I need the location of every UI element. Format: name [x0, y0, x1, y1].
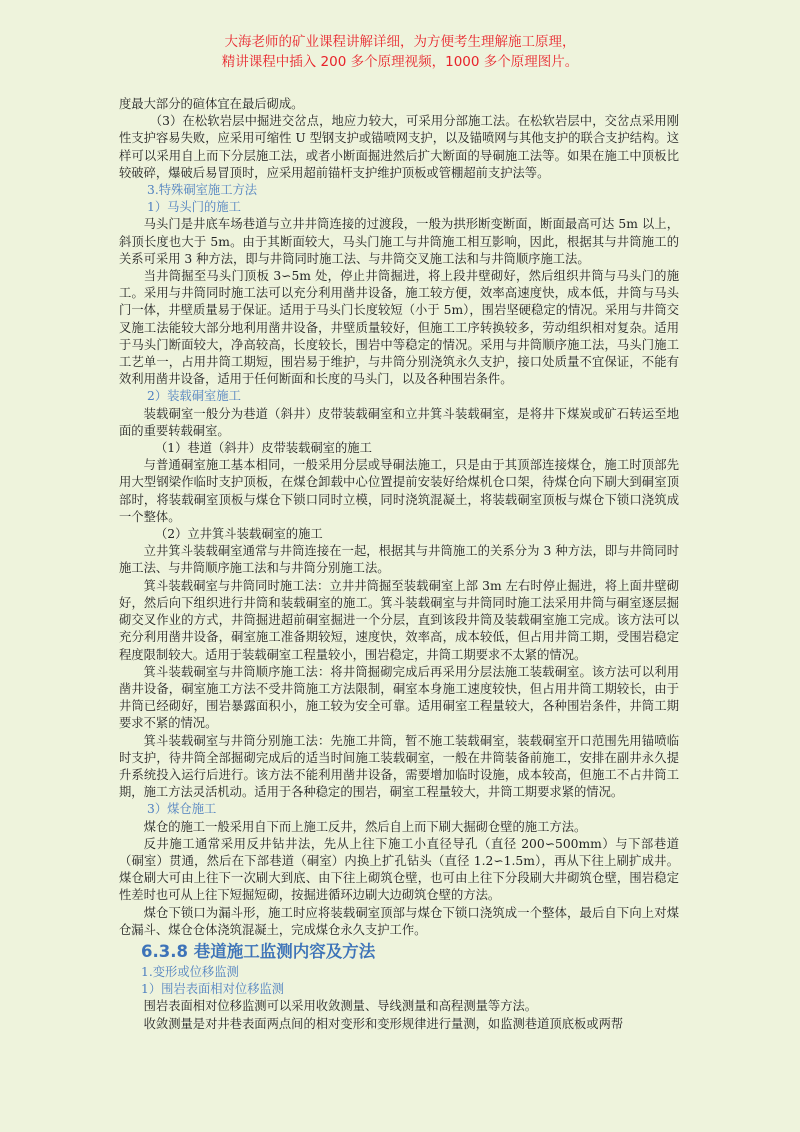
heading-coal-bunker: 3）煤仓施工 [147, 802, 217, 817]
paragraph: 度最大部分的碹体宜在最后砌成。 [119, 97, 304, 111]
paragraph: 煤仓的施工一般采用自下而上施工反井，然后自上而下刷大掘砌仓壁的施工方法。 [143, 819, 587, 834]
subheading-belt-loading: （1）巷道（斜井）皮带装载硐室的施工 [155, 441, 372, 456]
promo-banner [0, 32, 800, 72]
subheading-skip-loading: （2）立井箕斗装载硐室的施工 [155, 527, 323, 542]
paragraph: 收敛测量是对井巷表面两点间的相对变形和变形规律进行量测，如监测巷道顶底板或两帮 [143, 1016, 624, 1031]
heading-special-chambers: 3.特殊硐室施工方法 [147, 183, 258, 198]
paragraph: 装载硐室一般分为巷道（斜井）皮带装载硐室和立井箕斗装载硐室，是将井下煤炭或矿石转运至地面的重要转载硐室。 [119, 406, 679, 438]
paragraph: 反井施工通常采用反井钻井法，先从上往下施工小直径导孔（直径 200∽500mm）与下部巷道（硐室）贯通，然后在下部巷道（硐室）内换上扩孔钻头（直径 1.2∽1.5m），再从下往上刷扩成井。煤仓刷大可由上往下一次刷大到底、由下往上砌筑仓壁，也可由上往下分段刷大井砌筑仓壁，围岩稳定性差时也可从上往下短掘短砌，按掘进循环边刷大边砌筑仓壁的方法。 [119, 836, 679, 903]
section-title: 6.3.8 巷道施工监测内容及方法 [141, 941, 376, 961]
heading-surface-displacement: 1）围岩表面相对位移监测 [141, 982, 285, 997]
paragraph: 箕斗装载硐室与井筒分别施工法：先施工井筒，暂不施工装载硐室，装载硐室开口范围先用锚喷临时支护，待井筒全部掘砌完成后的适当时间施工装载硐室，一般在井筒装备前施工，安排在副井永久提升系统投入运行后进行。该方法不能利用凿井设备，需要增加临时设施，成本较高，但施工不占井筒工期，施工方法灵活机动。适用于各种稳定的围岩，硐室工程量较大，井筒工期要求紧的情况。 [119, 733, 679, 800]
paragraph: 围岩表面相对位移监测可以采用收敛测量、导线测量和高程测量等方法。 [143, 999, 538, 1014]
banner-line-1: 大海老师的矿业课程讲解详细，为方便考生理解施工原理， [224, 34, 576, 50]
body-text [119, 96, 679, 1033]
paragraph: 箕斗装载硐室与井筒同时施工法：立井井筒掘至装载硐室上部 3m 左右时停止掘进，将上面井壁砌好，然后向下组织进行井筒和装载硐室的施工。箕斗装载硐室与井筒同时施工法采用井筒与硐室逐层掘砌交叉作业的方式，井筒掘进超前硐室掘进一个分层，直到该段井筒及装载硐室施工完成。该方法可以充分利用凿井设备，硐室施工准备期较短，速度快，效率高，成本较低，但占用井筒工期，受围岩稳定程度限制较大。适用于装载硐室工程量较小，围岩稳定，井筒工期要求不太紧的情况。 [119, 578, 679, 662]
paragraph: 当井筒掘至马头门顶板 3∽5m 处，停止井筒掘进，将上段井壁砌好，然后组织井筒与马头门的施工。采用与井筒同时施工法可以充分利用凿井设备，施工较方便，效率高速度快，成本低，井筒与马头门一体，井壁质量易于保证。适用于马头门长度较短（小于 5m），围岩坚硬稳定的情况。采用与井筒交叉施工法能较大部分地利用凿井设备，井壁质量较好，但施工工序转换较多，劳动组织相对复杂。适用于马头门断面较大，净高较高，长度较长，围岩中等稳定的情况。采用与井筒顺序施工法，马头门施工工艺单一，占用井筒工期短，围岩易于维护，与井筒分别浇筑永久支护，接口处质量不宜保证，不能有效利用凿井设备，适用于任何断面和长度的马头门，以及各种围岩条件。 [119, 269, 679, 387]
heading-horsehead: 1）马头门的施工 [147, 200, 241, 215]
paragraph: 马头门是井底车场巷道与立井井筒连接的过渡段，一般为拱形断变断面，断面最高可达 5m 以上，斜顶长度也大于 5m。由于其断面较大，马头门施工与井筒施工相互影响，因此，根据其与井筒施工的关系可采用 3 种方法，即与井筒同时施工法、与井筒交叉施工法和与井筒顺序施工法。 [119, 217, 679, 266]
heading-deformation: 1.变形或位移监测 [141, 964, 239, 979]
heading-loading-chamber: 2）装载硐室施工 [147, 389, 241, 404]
paragraph: 立井箕斗装载硐室通常与井筒连接在一起，根据其与井筒施工的关系分为 3 种方法，即与井筒同时施工法、与井筒顺序施工法和与井筒分别施工法。 [119, 544, 679, 576]
paragraph: （3）在松软岩层中掘进交岔点，地应力较大，可采用分部施工法。在松软岩层中，交岔点采用刚性支护容易失败，应采用可缩性 U 型钢支护或锚喷网支护，以及锚喷网与其他支护的联合支护结构。这样可以采用自上而下分层施工法，或者小断面掘进然后扩大断面的导硐施工法等。如果在施工中顶板比较破碎，爆破后易冒顶时，应采用超前锚杆支护维护顶板或管棚超前支护法等。 [119, 114, 679, 180]
banner-line-2: 精讲课程中插入 200 多个原理视频，1000 多个原理图片。 [221, 54, 579, 70]
paragraph: 与普通硐室施工基本相同，一般采用分层或导硐法施工，只是由于其顶部连接煤仓，施工时顶部先用大型钢梁作临时支护顶板，在煤仓卸载中心位置提前安装好给煤机仓口架，待煤仓向下刷大到硐室顶部时，将装载硐室顶板与煤仓下锁口同时立模，同时浇筑混凝土，将装载硐室顶板与煤仓下锁口浇筑成一个整体。 [119, 458, 679, 524]
paragraph: 箕斗装载硐室与井筒顺序施工法：将井筒掘砌完成后再采用分层法施工装载硐室。该方法可以利用凿井设备，硐室施工方法不受井筒施工方法限制，硐室本身施工速度较快，但占用井筒工期较长，由于井筒已经砌好，围岩暴露面积小，施工较为安全可靠。适用硐室工程量较大，各种围岩条件，井筒工期要求不紧的情况。 [119, 664, 679, 731]
paragraph: 煤仓下锁口为漏斗形，施工时应将装载硐室顶部与煤仓下锁口浇筑成一个整体，最后自下向上对煤仓漏斗、煤仓仓体浇筑混凝土，完成煤仓永久支护工作。 [119, 905, 679, 937]
